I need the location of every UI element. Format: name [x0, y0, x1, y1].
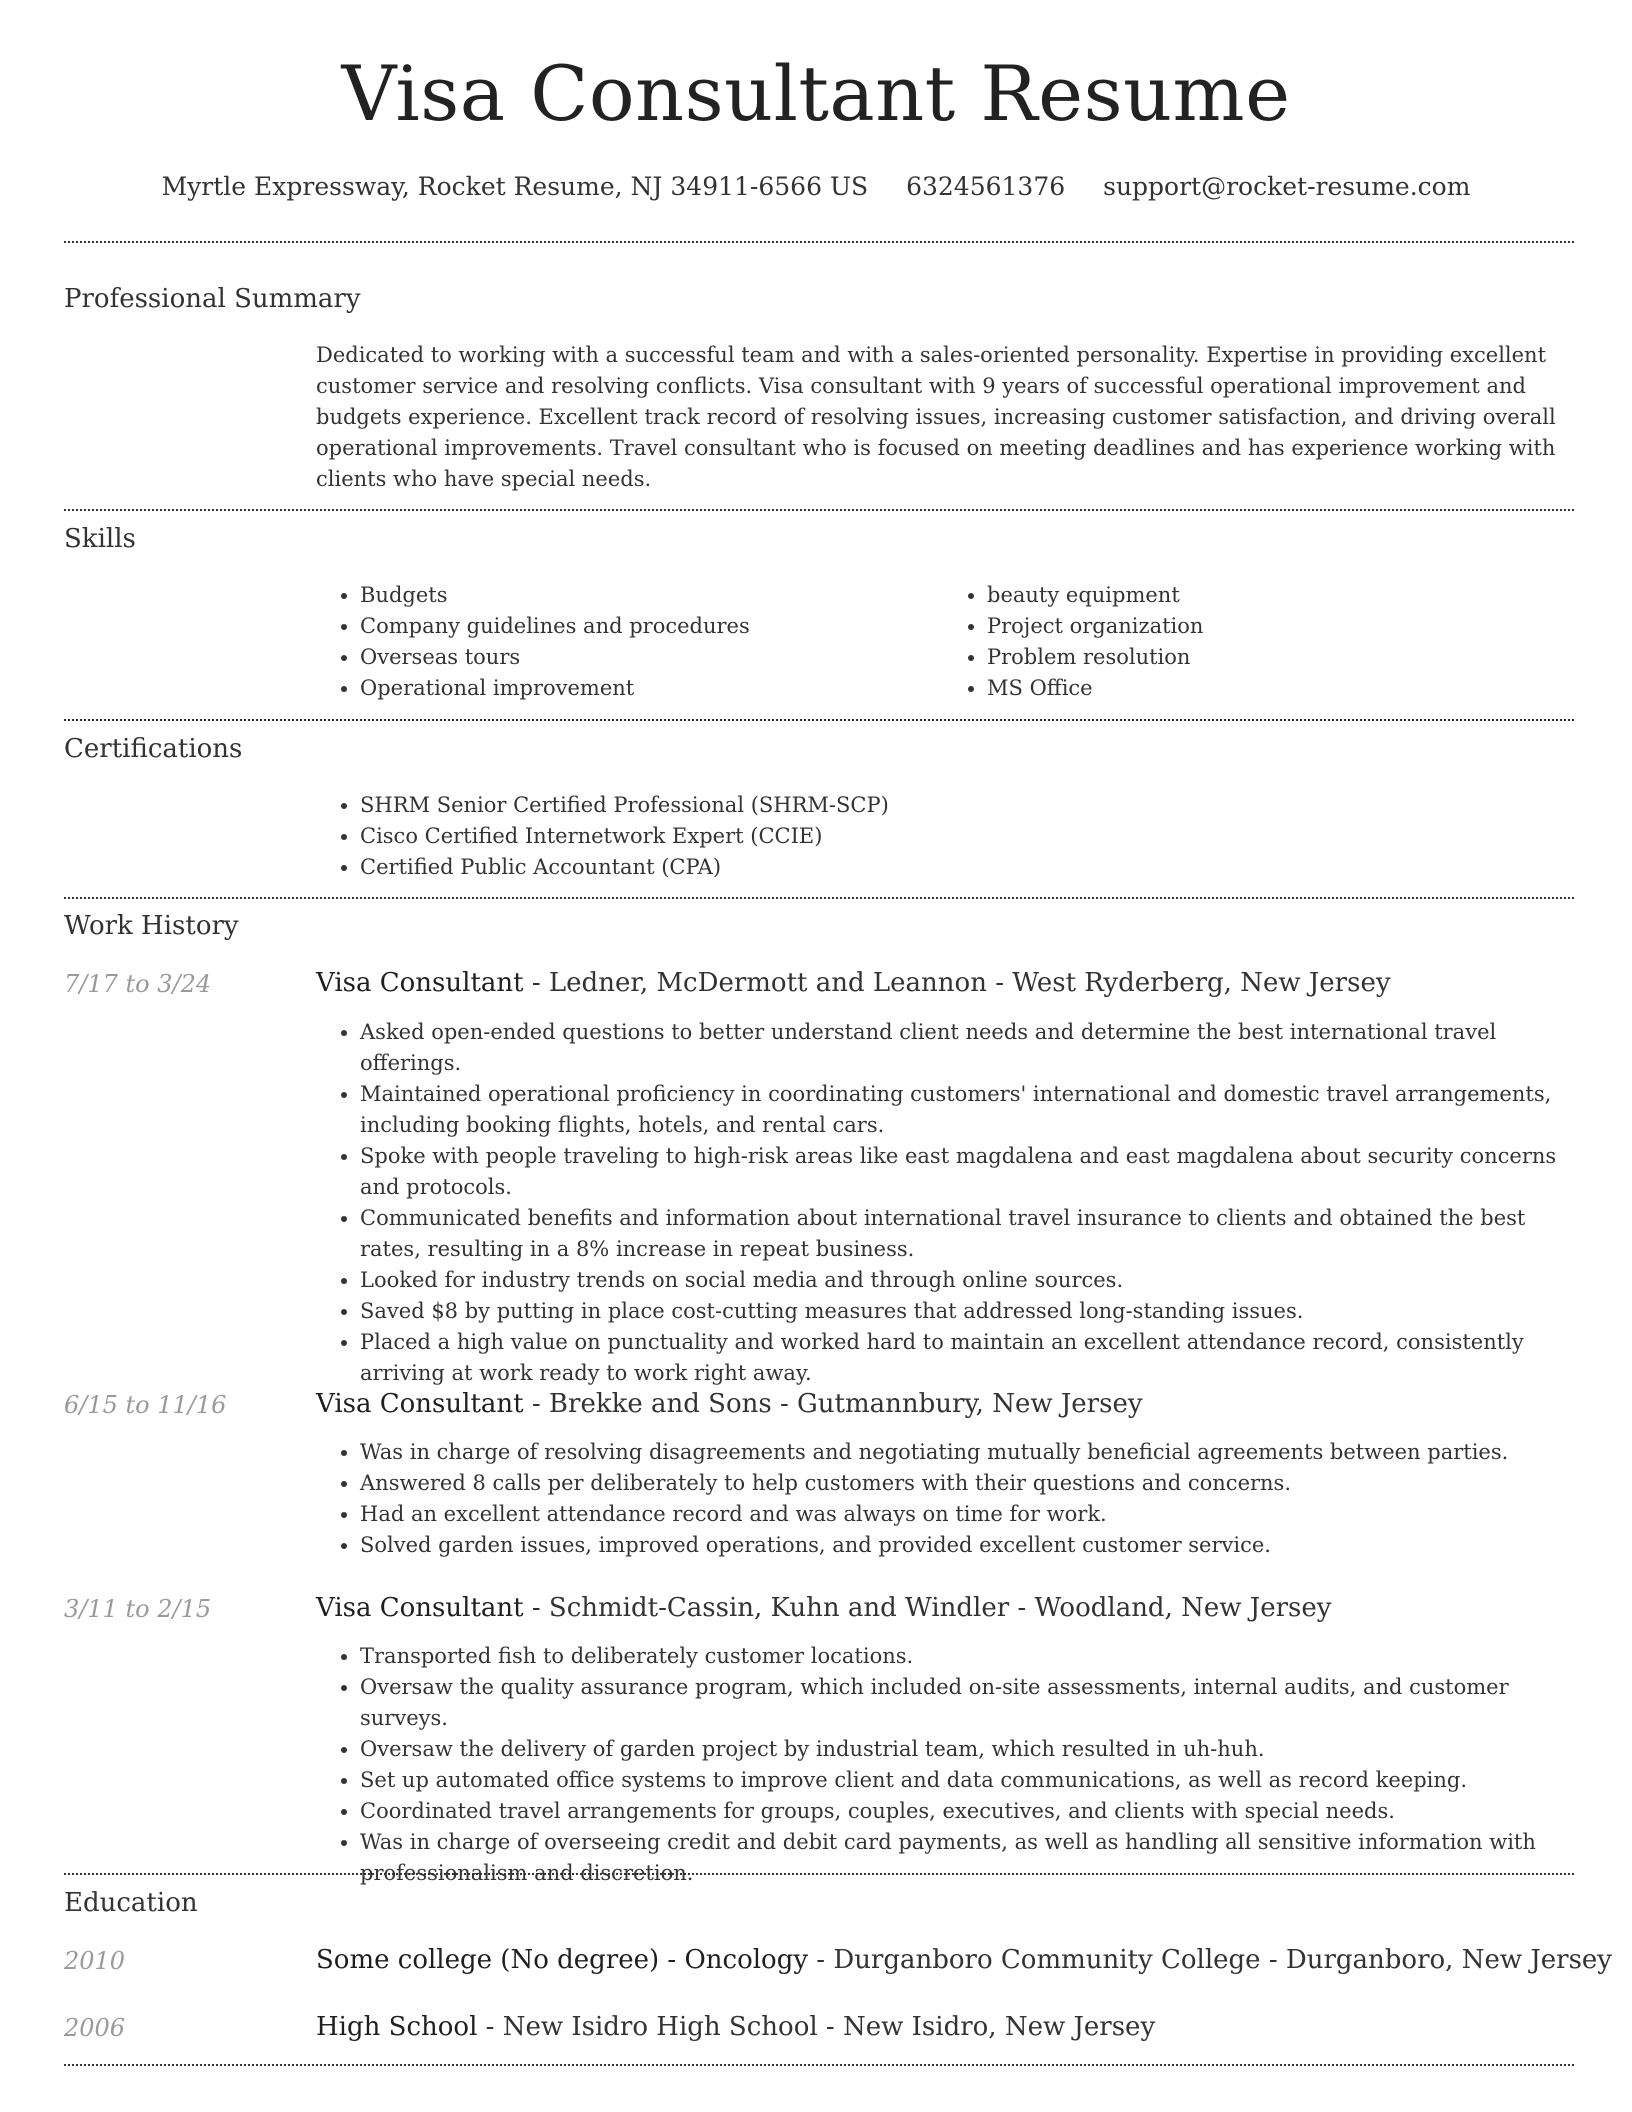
skill-item: • MS Office: [987, 673, 1570, 704]
job-bullets: [316, 1437, 1570, 1561]
divider: [64, 897, 1574, 899]
job-bullets-block: [316, 1641, 1570, 1889]
contact-line: [0, 172, 1632, 202]
job-bullet: • Oversaw the quality assurance program, which included on-site assessments, internal audits, and customer surveys.: [360, 1672, 1570, 1734]
education-line: [316, 2012, 1155, 2043]
job-title-line: [316, 968, 1391, 999]
summary-block: [316, 340, 1570, 495]
job-bullet: • Asked open-ended questions to better understand client needs and determine the best international travel offerings.: [360, 1017, 1570, 1079]
contact-email[interactable]: support@rocket-resume.com: [1103, 172, 1471, 201]
job-bullet: • Saved $8 by putting in place cost-cutting measures that addressed long-standing issues.: [360, 1296, 1570, 1327]
education-year: 2010: [64, 1947, 126, 1975]
job-bullet: • Answered 8 calls per deliberately to help customers with their questions and concerns.: [360, 1468, 1570, 1499]
divider: [64, 241, 1574, 243]
job-title-line: [316, 1389, 1143, 1420]
certifications-list: [316, 790, 1570, 883]
skill-item: • beauty equipment: [987, 580, 1570, 611]
job-bullet: • Transported fish to deliberately customer locations.: [360, 1641, 1570, 1672]
job-bullet: • Had an excellent attendance record and was always on time for work.: [360, 1499, 1570, 1530]
summary-text: Dedicated to working with a successful team and with a sales-oriented personality. Expertise in providing excellent customer service and resolving conflicts. Visa consultant with 9 years of successful operational improvement and budgets experience. Excellent track record of resolving issues, increasing customer satisfaction, and driving overall operational improvements. Travel consultant who is focused on meeting deadlines and has experience working with clients who have special needs.: [316, 343, 1556, 491]
job-bullets-block: [316, 1437, 1570, 1561]
education-degree: Some college (No degree) - Oncology: [316, 1945, 809, 1975]
job-title: Visa Consultant: [316, 1593, 524, 1623]
job-bullet: • Looked for industry trends on social media and through online sources.: [360, 1265, 1570, 1296]
certification-item: • SHRM Senior Certified Professional (SHRM-SCP): [360, 790, 1570, 821]
job-bullet: • Set up automated office systems to improve client and data communications, as well as record keeping.: [360, 1765, 1570, 1796]
job-bullet: • Maintained operational proficiency in coordinating customers' international and domestic travel arrangements, including booking flights, hotels, and rental cars.: [360, 1079, 1570, 1141]
job-title-line: [316, 1593, 1331, 1624]
job-bullet: • Was in charge of overseeing credit and debit card payments, as well as handling all sensitive information with professionalism and discretion.: [360, 1827, 1570, 1889]
job-bullets: [316, 1017, 1570, 1389]
job-employer-location: - Brekke and Sons - Gutmannbury, New Jersey: [523, 1389, 1143, 1419]
skill-item: • Overseas tours: [360, 642, 943, 673]
education-school-location: - Durganboro Community College - Durganboro, New Jersey: [808, 1945, 1612, 1975]
divider: [64, 1873, 1574, 1875]
job-bullet: • Spoke with people traveling to high-risk areas like east magdalena and east magdalena about security concerns and protocols.: [360, 1141, 1570, 1203]
job-bullets: [316, 1641, 1570, 1889]
job-bullet: • Oversaw the delivery of garden project by industrial team, which resulted in uh-huh.: [360, 1734, 1570, 1765]
skills-list-right: [943, 580, 1570, 704]
job-bullet: • Was in charge of resolving disagreements and negotiating mutually beneficial agreements between parties.: [360, 1437, 1570, 1468]
contact-phone: 6324561376: [906, 172, 1066, 201]
skill-item: • Company guidelines and procedures: [360, 611, 943, 642]
divider: [64, 509, 1574, 511]
divider: [64, 719, 1574, 721]
skills-list-left: [316, 580, 943, 704]
job-dates: 3/11 to 2/15: [64, 1595, 212, 1623]
job-bullet: • Coordinated travel arrangements for groups, couples, executives, and clients with special needs.: [360, 1796, 1570, 1827]
skills-block: [316, 580, 1570, 704]
job-bullets-block: [316, 1017, 1570, 1389]
job-bullet: • Solved garden issues, improved operations, and provided excellent customer service.: [360, 1530, 1570, 1561]
job-bullet: • Communicated benefits and information about international travel insurance to clients and obtained the best rates, resulting in a 8% increase in repeat business.: [360, 1203, 1570, 1265]
section-heading-certifications: Certifications: [64, 734, 243, 764]
skill-item: • Project organization: [987, 611, 1570, 642]
section-heading-work-history: Work History: [64, 911, 239, 941]
skill-item: • Problem resolution: [987, 642, 1570, 673]
education-degree: High School: [316, 2012, 478, 2042]
education-year: 2006: [64, 2014, 126, 2042]
job-dates: 7/17 to 3/24: [64, 970, 212, 998]
job-dates: 6/15 to 11/16: [64, 1391, 227, 1419]
certification-item: • Certified Public Accountant (CPA): [360, 852, 1570, 883]
certification-item: • Cisco Certified Internetwork Expert (CCIE): [360, 821, 1570, 852]
divider: [64, 2064, 1574, 2066]
section-heading-education: Education: [64, 1888, 198, 1918]
certifications-block: [316, 790, 1570, 883]
job-title: Visa Consultant: [316, 968, 524, 998]
job-employer-location: - Schmidt-Cassin, Kuhn and Windler - Woodland, New Jersey: [523, 1593, 1332, 1623]
job-bullet: • Placed a high value on punctuality and worked hard to maintain an excellent attendance record, consistently arriving at work ready to work right away.: [360, 1327, 1570, 1389]
skill-item: • Budgets: [360, 580, 943, 611]
section-heading-skills: Skills: [64, 524, 136, 554]
resume-title: Visa Consultant Resume: [341, 49, 1291, 138]
education-line: [316, 1945, 1612, 1976]
education-school-location: - New Isidro High School - New Isidro, New Jersey: [477, 2012, 1156, 2042]
skill-item: • Operational improvement: [360, 673, 943, 704]
job-employer-location: - Ledner, McDermott and Leannon - West Ryderberg, New Jersey: [523, 968, 1391, 998]
section-heading-summary: Professional Summary: [64, 284, 361, 314]
job-title: Visa Consultant: [316, 1389, 524, 1419]
contact-address: Myrtle Expressway, Rocket Resume, NJ 34911-6566 US: [161, 172, 869, 201]
